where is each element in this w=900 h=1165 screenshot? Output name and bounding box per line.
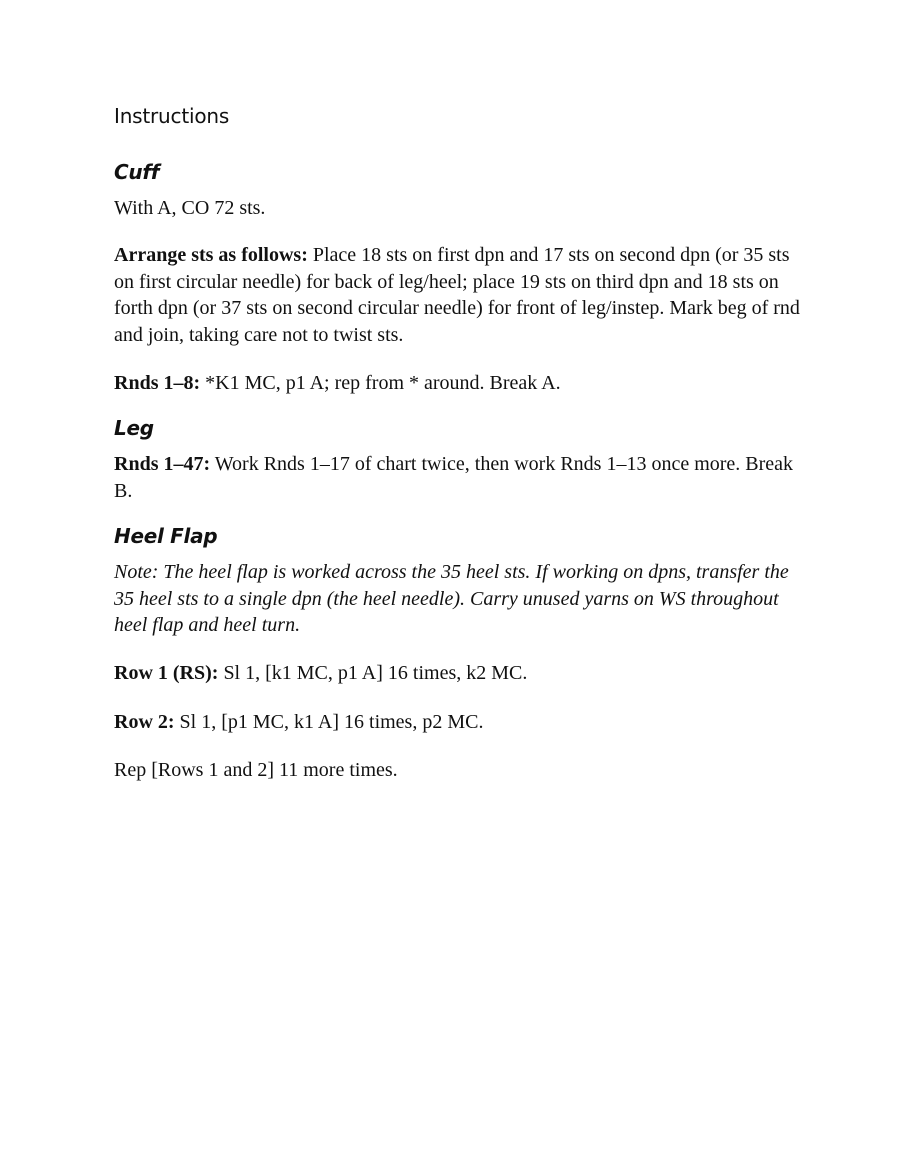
row2-text: Sl 1, [p1 MC, k1 A] 16 times, p2 MC. — [174, 710, 484, 733]
heel-flap-row1 — [114, 660, 804, 686]
arrange-text: Place 18 sts on first dpn and 17 sts on second dpn (or 35 sts on first circular needle) for back of leg/heel; place 19 sts on third dpn and 18 sts on forth dpn (or 37 sts on second circular needle) for front of leg/instep. Mark beg of rnd and join, taking care not to twist sts. — [114, 244, 800, 346]
leg-heading: Leg — [114, 416, 154, 441]
heel-flap-note: Note: The heel flap is worked across the 35 heel sts. If working on dpns, transfer the 35 heel sts to a single dpn (the heel needle). Carry unused yarns on WS throughout heel flap and heel turn. — [114, 561, 789, 637]
cuff-rounds-paragraph — [114, 370, 804, 396]
section-heading: Instructions — [114, 104, 230, 128]
cuff-cast-on: With A, CO 72 sts. — [114, 197, 266, 219]
heel-flap-repeat: Rep [Rows 1 and 2] 11 more times. — [114, 759, 398, 782]
row1-text: Sl 1, [k1 MC, p1 A] 16 times, k2 MC. — [218, 662, 528, 685]
arrange-label: Arrange sts as follows: — [114, 244, 308, 267]
cuff-arrange-paragraph — [114, 242, 804, 348]
leg-rounds-text: Work Rnds 1–17 of chart twice, then work Rnds 1–13 once more. Break B. — [114, 453, 794, 502]
cuff-rounds-text: *K1 MC, p1 A; rep from * around. Break A. — [200, 372, 561, 395]
cuff-rounds-label: Rnds 1–8: — [114, 372, 201, 395]
row1-label: Row 1 (RS): — [114, 662, 219, 685]
document-page — [114, 100, 804, 806]
leg-rounds-label: Rnds 1–47: — [114, 453, 211, 476]
heel-flap-row2 — [114, 709, 804, 735]
row2-label: Row 2: — [114, 710, 175, 733]
cuff-heading: Cuff — [114, 160, 160, 184]
leg-rounds-paragraph — [114, 451, 804, 504]
heel-flap-heading: Heel Flap — [114, 524, 218, 549]
